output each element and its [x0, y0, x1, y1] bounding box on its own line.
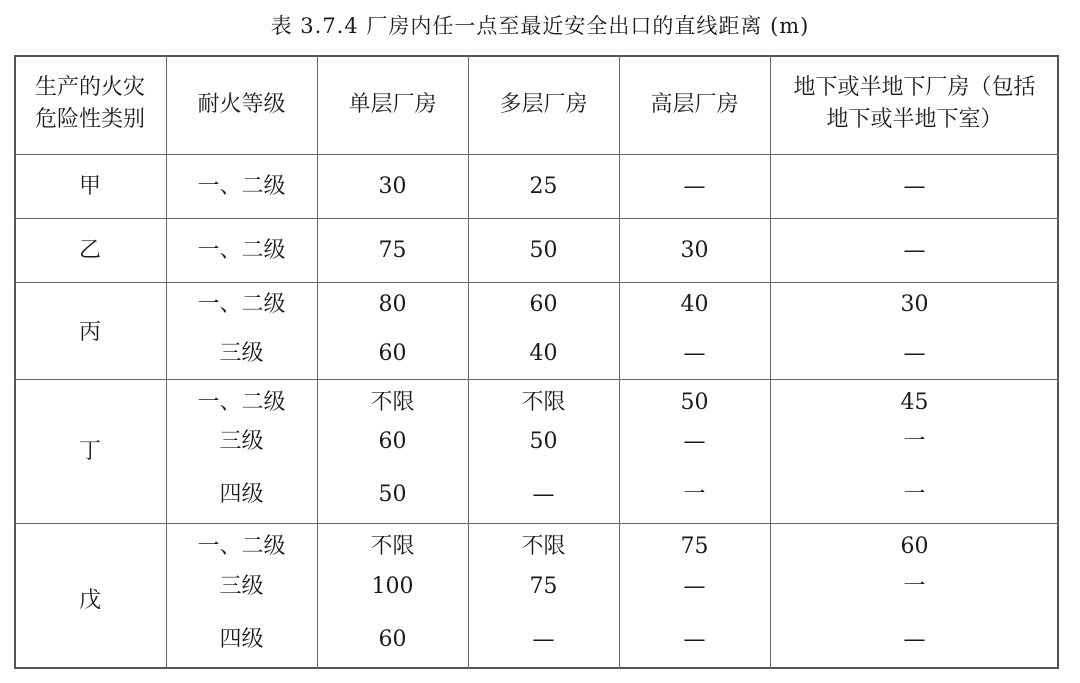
category-cell: 戊: [78, 588, 101, 613]
multi-storey-cell: 40: [529, 341, 558, 366]
fire-rating-cell: 三级: [219, 429, 264, 454]
header-text: 地下或半地下室）: [826, 106, 1003, 132]
underground-cell: 60: [900, 534, 929, 559]
multi-storey-cell: 75: [529, 574, 558, 599]
fire-rating-cell: 一、二级: [197, 534, 286, 559]
single-storey-cell: 不限: [370, 534, 415, 559]
fire-rating-cell: 三级: [219, 574, 264, 599]
underground-cell: 30: [900, 292, 929, 317]
row-divider: [14, 523, 1059, 524]
high-rise-cell: —: [683, 627, 706, 652]
multi-storey-cell: 不限: [521, 390, 566, 415]
fire-rating-cell: 一、二级: [197, 390, 286, 415]
multi-storey-cell: —: [532, 482, 555, 507]
underground-cell: 一: [903, 574, 926, 599]
high-rise-cell: 30: [680, 238, 709, 263]
fire-rating-cell: 四级: [219, 482, 264, 507]
underground-cell: 一: [903, 429, 926, 454]
header-text: 地下或半地下厂房（包括: [793, 75, 1036, 100]
header-multi-storey: 多层厂房: [499, 92, 588, 117]
category-cell: 丙: [78, 320, 101, 345]
high-rise-cell: 75: [680, 534, 709, 559]
row-divider: [14, 282, 1059, 283]
single-storey-cell: 80: [378, 292, 407, 317]
fire-rating-cell: 一、二级: [197, 292, 286, 317]
header-text: 生产的火灾: [34, 75, 145, 100]
single-storey-cell: 60: [378, 429, 407, 454]
single-storey-cell: 60: [378, 627, 407, 652]
single-storey-cell: 100: [371, 574, 414, 599]
underground-cell: 45: [900, 390, 929, 415]
high-rise-cell: —: [683, 341, 706, 366]
row-divider: [14, 154, 1059, 155]
multi-storey-cell: —: [532, 627, 555, 652]
high-rise-cell: —: [683, 574, 706, 599]
header-high-rise: 高层厂房: [650, 92, 739, 117]
multi-storey-cell: 60: [529, 292, 558, 317]
row-divider: [14, 379, 1059, 380]
high-rise-cell: 40: [680, 292, 709, 317]
underground-cell: —: [903, 341, 926, 366]
category-cell: 乙: [78, 238, 101, 263]
high-rise-cell: 一: [683, 482, 706, 507]
table-title: 表 3.7.4 厂房内任一点至最近安全出口的直线距离 (m): [270, 14, 810, 38]
header-text: 危险性类别: [34, 106, 145, 132]
multi-storey-cell: 50: [529, 429, 558, 454]
category-cell: 甲: [78, 174, 101, 199]
fire-rating-cell: 一、二级: [197, 174, 286, 199]
header-single-storey: 单层厂房: [348, 92, 437, 117]
high-rise-cell: 50: [680, 390, 709, 415]
header-hazard-category: [14, 72, 166, 136]
multi-storey-cell: 不限: [521, 534, 566, 559]
row-divider: [14, 218, 1059, 219]
multi-storey-cell: 50: [529, 238, 558, 263]
fire-rating-cell: 四级: [219, 627, 264, 652]
fire-rating-cell: 三级: [219, 341, 264, 366]
underground-cell: 一: [903, 482, 926, 507]
fire-rating-cell: 一、二级: [197, 238, 286, 263]
header-fire-rating: 耐火等级: [197, 92, 286, 117]
single-storey-cell: 50: [378, 482, 407, 507]
underground-cell: —: [903, 174, 926, 199]
multi-storey-cell: 25: [529, 174, 558, 199]
high-rise-cell: —: [683, 429, 706, 454]
underground-cell: —: [903, 627, 926, 652]
category-cell: 丁: [78, 439, 101, 464]
single-storey-cell: 30: [378, 174, 407, 199]
single-storey-cell: 60: [378, 341, 407, 366]
header-underground: [770, 72, 1059, 136]
high-rise-cell: —: [683, 174, 706, 199]
single-storey-cell: 不限: [370, 390, 415, 415]
single-storey-cell: 75: [378, 238, 407, 263]
underground-cell: —: [903, 238, 926, 263]
